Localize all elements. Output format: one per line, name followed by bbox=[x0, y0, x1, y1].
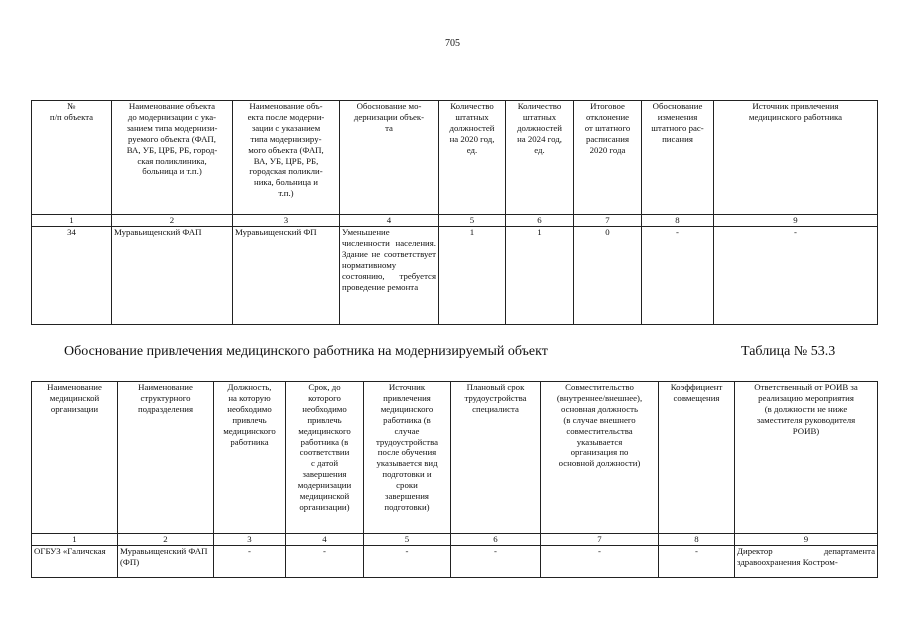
column-number: 4 bbox=[286, 534, 364, 546]
table-row bbox=[32, 227, 878, 325]
table1-header-cell: Обоснование изменения штатного рас- писания bbox=[642, 101, 714, 215]
column-number: 5 bbox=[364, 534, 451, 546]
position: - bbox=[214, 546, 286, 578]
table2-header-row bbox=[32, 382, 878, 534]
object-number: 34 bbox=[32, 227, 112, 325]
table1-column-numbers bbox=[32, 215, 878, 227]
column-number: 8 bbox=[642, 215, 714, 227]
table2-header-cell: Ответственный от РОИВ за реализацию мероприятия (в должности не ниже заместителя руководителя РОИВ) bbox=[735, 382, 878, 534]
page-number: 705 bbox=[445, 38, 460, 49]
column-number: 2 bbox=[112, 215, 233, 227]
column-number: 1 bbox=[32, 215, 112, 227]
column-number: 7 bbox=[541, 534, 659, 546]
column-number: 6 bbox=[506, 215, 574, 227]
column-number: 9 bbox=[735, 534, 878, 546]
staff-2020: 1 bbox=[439, 227, 506, 325]
table1-header-cell: Количество штатных должностей на 2024 год, ед. bbox=[506, 101, 574, 215]
worker-source: - bbox=[714, 227, 878, 325]
table1-header-cell: № п/п объекта bbox=[32, 101, 112, 215]
column-number: 7 bbox=[574, 215, 642, 227]
table2-header-cell: Совместительство (внутреннее/внешнее), основная должность (в случае внешнего совместительства указывается организация по основной должности) bbox=[541, 382, 659, 534]
table1-header-cell: Обоснование мо- дернизации объек- та bbox=[340, 101, 439, 215]
responsible-person: Директор департамента здравоохранения Костром- bbox=[735, 546, 878, 578]
table2-header-cell: Срок, до которого необходимо привлечь медицинского работника (в соответствии с датой завершения модернизации медицинской организации) bbox=[286, 382, 364, 534]
column-number: 5 bbox=[439, 215, 506, 227]
column-number: 8 bbox=[659, 534, 735, 546]
table1-header-row bbox=[32, 101, 878, 215]
recruitment-source: - bbox=[364, 546, 451, 578]
table1-header-cell: Количество штатных должностей на 2020 год, ед. bbox=[439, 101, 506, 215]
staff-deviation: 0 bbox=[574, 227, 642, 325]
medical-organization: ОГБУЗ «Галичская bbox=[32, 546, 118, 578]
table2-header-cell: Плановый срок трудоустройства специалиста bbox=[451, 382, 541, 534]
column-number: 4 bbox=[340, 215, 439, 227]
table1-header-cell: Источник привлечения медицинского работника bbox=[714, 101, 878, 215]
combination-coefficient: - bbox=[659, 546, 735, 578]
table-row bbox=[32, 546, 878, 578]
staff-2024: 1 bbox=[506, 227, 574, 325]
part-time-info: - bbox=[541, 546, 659, 578]
table2-header-cell: Коэффициент совмещения bbox=[659, 382, 735, 534]
table2-header-cell: Источник привлечения медицинского работника (в случае трудоустройства после обучения указывается вид подготовки и сроки завершения подготовки) bbox=[364, 382, 451, 534]
table1-header-cell: Наименование объекта до модернизации с ука- занием типа модернизи- руемого объекта (ФАП, ВА, УБ, ЦРБ, РБ, город- ская поликлиника, больница и т.п.) bbox=[112, 101, 233, 215]
table-number: Таблица № 53.3 bbox=[741, 344, 836, 359]
table2-header-cell: Должность, на которую необходимо привлечь медицинского работника bbox=[214, 382, 286, 534]
modernization-reason: Уменьшение численности населения. Здание не соответствует нормативному состоянию, требуется проведение ремонта bbox=[340, 227, 439, 325]
structural-unit: Муравьищенский ФАП (ФП) bbox=[118, 546, 214, 578]
recruitment-table bbox=[31, 381, 878, 578]
deadline: - bbox=[286, 546, 364, 578]
table1-header-cell: Итоговое отклонение от штатного расписания 2020 года bbox=[574, 101, 642, 215]
staffing-table bbox=[31, 100, 878, 325]
planned-hire-date: - bbox=[451, 546, 541, 578]
table-caption: Обоснование привлечения медицинского работника на модернизируемый объект bbox=[64, 344, 548, 359]
column-number: 3 bbox=[214, 534, 286, 546]
table1-header-cell: Наименование объ- екта после модерни- зации с указанием типа модернизиру- мого объекта (ФАП, ВА, УБ, ЦРБ, РБ, городская поликли- ника, больница и т.п.) bbox=[233, 101, 340, 215]
table2-header-cell: Наименование структурного подразделения bbox=[118, 382, 214, 534]
table2-header-cell: Наименование медицинской организации bbox=[32, 382, 118, 534]
object-name-after: Муравьищенский ФП bbox=[233, 227, 340, 325]
column-number: 3 bbox=[233, 215, 340, 227]
column-number: 6 bbox=[451, 534, 541, 546]
column-number: 2 bbox=[118, 534, 214, 546]
column-number: 9 bbox=[714, 215, 878, 227]
table2-column-numbers bbox=[32, 534, 878, 546]
object-name-before: Муравьищенский ФАП bbox=[112, 227, 233, 325]
column-number: 1 bbox=[32, 534, 118, 546]
staffing-change-reason: - bbox=[642, 227, 714, 325]
